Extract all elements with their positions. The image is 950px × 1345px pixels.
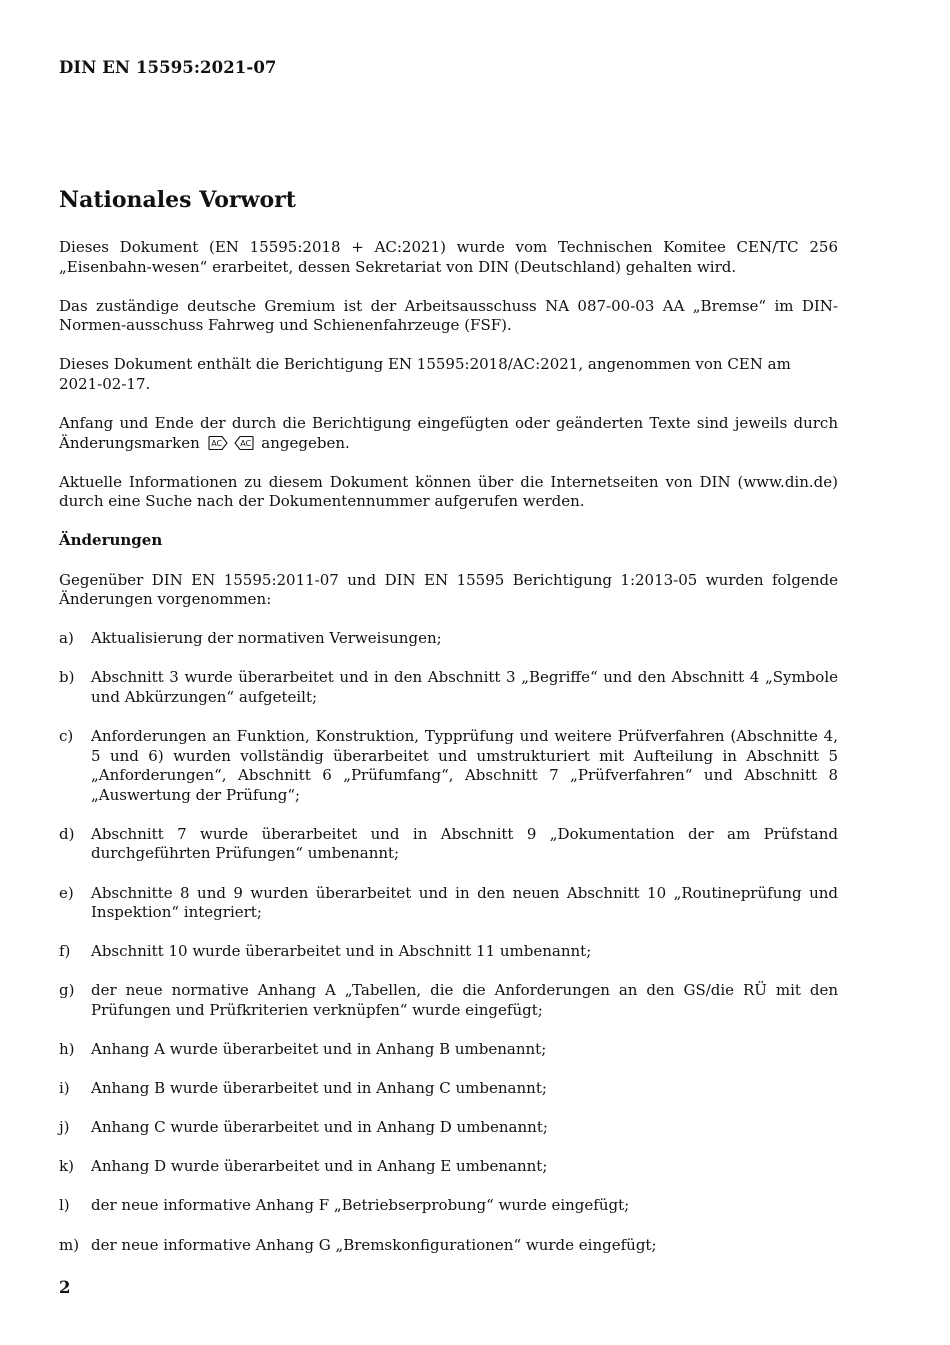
list-item	[59, 1118, 838, 1138]
change-marks-text-before: Anfang und Ende der durch die Berichtigung eingefügten oder geänderten Texte sind jeweils durch Änderungsmarken	[59, 414, 838, 452]
section-title: Nationales Vorwort	[59, 187, 296, 213]
list-item-text: Abschnitt 7 wurde überarbeitet und in Abschnitt 9 „Dokumentation der am Prüfstand durchgeführten Prüfungen“ umbenannt;	[91, 824, 838, 863]
list-item-label: f)	[59, 942, 71, 961]
paragraph-national-body: Das zuständige deutsche Gremium ist der Arbeitsausschuss NA 087-00-03 AA „Bremse“ im DIN-Normen-ausschuss Fahrweg und Schienenfahrzeuge (FSF).	[59, 296, 838, 335]
paragraph-online-info: Aktuelle Informationen zu diesem Dokument können über die Internetseiten von DIN (www.din.de) durch eine Suche nach der Dokumentennummer aufgerufen werden.	[59, 472, 838, 511]
foreword-body	[59, 238, 838, 1275]
list-item-label: h)	[59, 1040, 75, 1059]
ac-start-mark-label: AC	[210, 438, 222, 448]
changes-intro: Gegenüber DIN EN 15595:2011-07 und DIN EN 15595 Berichtigung 1:2013-05 wurden folgende Änderungen vorgenommen:	[59, 570, 838, 609]
list-item-label: c)	[59, 727, 74, 745]
list-item-label: l)	[59, 1196, 70, 1215]
list-item-text: der neue informative Anhang G „Bremskonfigurationen“ wurde eingefügt;	[91, 1235, 657, 1254]
list-item-text: Abschnitte 8 und 9 wurden überarbeitet und in den neuen Abschnitt 10 „Routineprüfung und Inspektion“ integriert;	[91, 883, 838, 922]
change-marks	[208, 436, 254, 450]
list-item-label: k)	[59, 1157, 74, 1176]
list-item-text: Anhang A wurde überarbeitet und in Anhang B umbenannt;	[91, 1040, 547, 1059]
list-item-text: Anforderungen an Funktion, Konstruktion, Typprüfung und weitere Prüfverfahren (Abschnitte 4, 5 und 6) wurden vollständig überarbeitet und umstrukturiert mit Aufteilung in Abschnitt 5 „Anforderungen“, Abschnitt 6 „Prüfumfang“, Abschnitt 7 „Prüfverfahren“ und Abschnitt 8 „Auswertung der Prüfung“;	[91, 727, 838, 804]
list-item	[59, 942, 838, 962]
list-item	[59, 825, 838, 864]
list-item-label: a)	[59, 629, 74, 648]
ac-start-mark-icon	[208, 436, 228, 450]
paragraph-corrigendum: Dieses Dokument enthält die Berichtigung EN 15595:2018/AC:2021, angenommen von CEN am 2021-02-17.	[59, 355, 791, 393]
page-number: 2	[59, 1278, 71, 1297]
list-item-label: e)	[59, 883, 74, 902]
ac-end-mark-icon	[234, 436, 254, 450]
paragraph-committee: Dieses Dokument (EN 15595:2018 + AC:2021) wurde vom Technischen Komitee CEN/TC 256 „Eisenbahn-wesen“ erarbeitet, dessen Sekretariat von DIN (Deutschland) gehalten wird.	[59, 238, 838, 276]
list-item	[59, 981, 838, 1020]
list-item	[59, 1157, 838, 1177]
list-item	[59, 1196, 838, 1216]
list-item-label: g)	[59, 981, 75, 1000]
list-item-text: der neue informative Anhang F „Betriebserprobung“ wurde eingefügt;	[91, 1196, 630, 1215]
list-item-label: i)	[59, 1079, 70, 1098]
list-item-label: b)	[59, 668, 75, 687]
list-item-text: der neue normative Anhang A „Tabellen, die die Anforderungen an den GS/die RÜ mit den Prüfungen und Prüfkriterien verknüpfen“ wurde eingefügt;	[91, 981, 838, 1019]
list-item-label: j)	[59, 1118, 70, 1137]
list-item-text: Abschnitt 3 wurde überarbeitet und in den Abschnitt 3 „Begriffe“ und den Abschnitt 4 „Symbole und Abkürzungen“ aufgeteilt;	[91, 668, 838, 706]
document-id-header: DIN EN 15595:2021-07	[59, 58, 277, 77]
list-item-text: Abschnitt 10 wurde überarbeitet und in Abschnitt 11 umbenannt;	[91, 942, 592, 961]
list-item-text: Anhang D wurde überarbeitet und in Anhang E umbenannt;	[91, 1157, 548, 1176]
changes-list	[59, 629, 838, 1255]
list-item	[59, 629, 838, 649]
paragraph-change-marks	[59, 414, 838, 453]
list-item-label: d)	[59, 824, 75, 843]
list-item-text: Anhang B wurde überarbeitet und in Anhang C umbenannt;	[91, 1079, 547, 1098]
change-marks-text-after: angegeben.	[261, 433, 350, 452]
list-item	[59, 1040, 838, 1060]
list-item	[59, 1236, 838, 1256]
list-item-text: Aktualisierung der normativen Verweisungen;	[91, 629, 442, 648]
list-item	[59, 1079, 838, 1099]
ac-end-mark-label: AC	[239, 438, 251, 448]
list-item	[59, 884, 838, 923]
changes-heading: Änderungen	[59, 531, 163, 550]
list-item	[59, 727, 838, 805]
list-item	[59, 668, 838, 707]
list-item-label: m)	[59, 1235, 80, 1254]
list-item-text: Anhang C wurde überarbeitet und in Anhang D umbenannt;	[91, 1118, 548, 1137]
